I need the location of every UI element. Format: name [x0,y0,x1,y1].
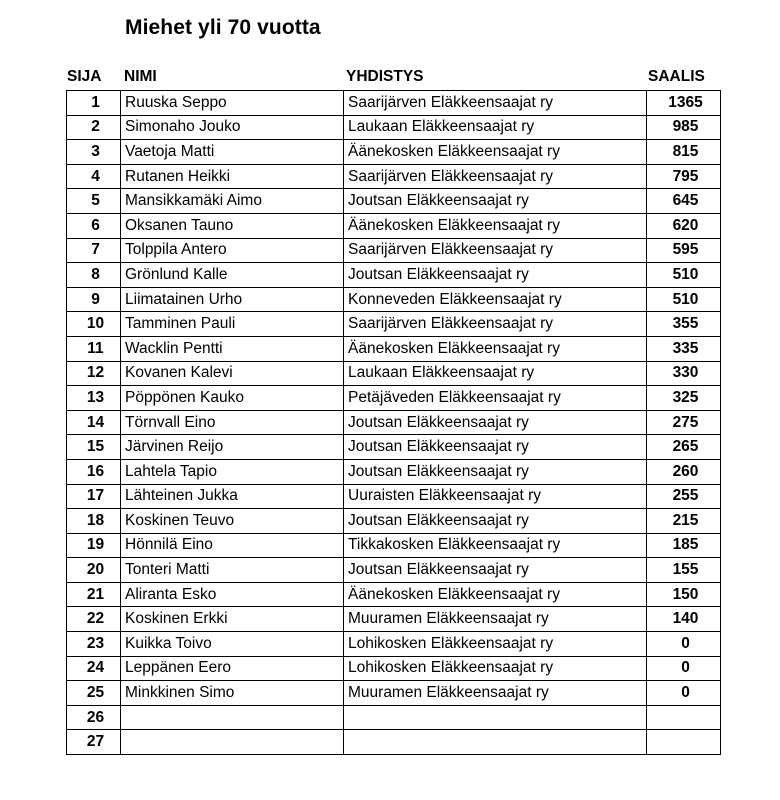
score-cell: 255 [647,484,721,509]
club-cell: Saarijärven Eläkkeensaajat ry [344,91,647,116]
name-cell: Törnvall Eino [121,410,344,435]
club-cell: Laukaan Eläkkeensaajat ry [344,361,647,386]
club-cell: Äänekosken Eläkkeensaajat ry [344,213,647,238]
page-title: Miehet yli 70 vuotta [125,16,321,39]
table-row [67,164,721,189]
header-club: YHDISTYS [346,68,424,85]
club-cell: Äänekosken Eläkkeensaajat ry [344,582,647,607]
score-cell: 510 [647,287,721,312]
header-name: NIMI [124,68,157,85]
score-cell [647,730,721,755]
score-cell: 335 [647,336,721,361]
table-row [67,287,721,312]
score-cell: 150 [647,582,721,607]
club-cell: Konneveden Eläkkeensaajat ry [344,287,647,312]
rank-cell: 2 [67,115,121,140]
name-cell: Liimatainen Urho [121,287,344,312]
score-cell: 0 [647,656,721,681]
score-cell: 620 [647,213,721,238]
table-row [67,632,721,657]
club-cell [344,730,647,755]
name-cell: Vaetoja Matti [121,140,344,165]
rank-cell: 13 [67,386,121,411]
rank-cell: 17 [67,484,121,509]
table-row [67,484,721,509]
table-row [67,410,721,435]
name-cell: Oksanen Tauno [121,213,344,238]
column-headers [0,68,780,90]
table-row [67,238,721,263]
score-cell: 185 [647,533,721,558]
name-cell: Hönnilä Eino [121,533,344,558]
club-cell: Saarijärven Eläkkeensaajat ry [344,312,647,337]
results-table [66,90,721,755]
table-row [67,189,721,214]
name-cell [121,705,344,730]
table-row [67,263,721,288]
table-row [67,435,721,460]
table-row [67,91,721,116]
score-cell: 260 [647,459,721,484]
score-cell: 275 [647,410,721,435]
name-cell: Tonteri Matti [121,558,344,583]
name-cell: Kuikka Toivo [121,632,344,657]
table-row [67,386,721,411]
rank-cell: 18 [67,509,121,534]
rank-cell: 11 [67,336,121,361]
rank-cell: 10 [67,312,121,337]
score-cell: 330 [647,361,721,386]
name-cell: Tolppila Antero [121,238,344,263]
name-cell: Aliranta Esko [121,582,344,607]
table-row [67,656,721,681]
name-cell: Leppänen Eero [121,656,344,681]
table-row [67,312,721,337]
club-cell: Muuramen Eläkkeensaajat ry [344,607,647,632]
table-row [67,533,721,558]
table-row [67,607,721,632]
club-cell: Saarijärven Eläkkeensaajat ry [344,164,647,189]
club-cell: Joutsan Eläkkeensaajat ry [344,189,647,214]
table-row [67,558,721,583]
club-cell: Äänekosken Eläkkeensaajat ry [344,140,647,165]
rank-cell: 26 [67,705,121,730]
club-cell: Joutsan Eläkkeensaajat ry [344,558,647,583]
score-cell: 325 [647,386,721,411]
club-cell: Joutsan Eläkkeensaajat ry [344,509,647,534]
score-cell: 0 [647,681,721,706]
club-cell: Muuramen Eläkkeensaajat ry [344,681,647,706]
score-cell: 985 [647,115,721,140]
name-cell: Ruuska Seppo [121,91,344,116]
rank-cell: 25 [67,681,121,706]
table-row [67,213,721,238]
score-cell: 265 [647,435,721,460]
rank-cell: 22 [67,607,121,632]
rank-cell: 19 [67,533,121,558]
club-cell: Joutsan Eläkkeensaajat ry [344,263,647,288]
score-cell: 510 [647,263,721,288]
name-cell: Minkkinen Simo [121,681,344,706]
header-score: SAALIS [648,68,705,85]
rank-cell: 9 [67,287,121,312]
header-rank: SIJA [67,68,102,85]
name-cell: Grönlund Kalle [121,263,344,288]
table-row [67,336,721,361]
score-cell: 645 [647,189,721,214]
name-cell: Lahtela Tapio [121,459,344,484]
table-row [67,140,721,165]
table-row [67,459,721,484]
score-cell: 595 [647,238,721,263]
score-cell: 215 [647,509,721,534]
name-cell: Järvinen Reijo [121,435,344,460]
score-cell: 140 [647,607,721,632]
club-cell: Joutsan Eläkkeensaajat ry [344,459,647,484]
name-cell [121,730,344,755]
table-row [67,705,721,730]
table-row [67,681,721,706]
club-cell: Petäjäveden Eläkkeensaajat ry [344,386,647,411]
club-cell: Joutsan Eläkkeensaajat ry [344,435,647,460]
table-row [67,730,721,755]
score-cell: 0 [647,632,721,657]
rank-cell: 3 [67,140,121,165]
table-row [67,582,721,607]
club-cell: Uuraisten Eläkkeensaajat ry [344,484,647,509]
score-cell: 815 [647,140,721,165]
club-cell: Joutsan Eläkkeensaajat ry [344,410,647,435]
name-cell: Mansikkamäki Aimo [121,189,344,214]
name-cell: Koskinen Erkki [121,607,344,632]
results-table-body [67,91,721,755]
name-cell: Rutanen Heikki [121,164,344,189]
name-cell: Pöppönen Kauko [121,386,344,411]
club-cell: Laukaan Eläkkeensaajat ry [344,115,647,140]
score-cell [647,705,721,730]
rank-cell: 23 [67,632,121,657]
rank-cell: 20 [67,558,121,583]
rank-cell: 14 [67,410,121,435]
rank-cell: 5 [67,189,121,214]
rank-cell: 8 [67,263,121,288]
table-row [67,361,721,386]
rank-cell: 1 [67,91,121,116]
club-cell: Lohikosken Eläkkeensaajat ry [344,632,647,657]
name-cell: Tamminen Pauli [121,312,344,337]
club-cell: Saarijärven Eläkkeensaajat ry [344,238,647,263]
rank-cell: 24 [67,656,121,681]
rank-cell: 15 [67,435,121,460]
rank-cell: 21 [67,582,121,607]
club-cell: Tikkakosken Eläkkeensaajat ry [344,533,647,558]
club-cell: Äänekosken Eläkkeensaajat ry [344,336,647,361]
rank-cell: 27 [67,730,121,755]
club-cell [344,705,647,730]
rank-cell: 12 [67,361,121,386]
name-cell: Lähteinen Jukka [121,484,344,509]
score-cell: 355 [647,312,721,337]
score-cell: 155 [647,558,721,583]
rank-cell: 7 [67,238,121,263]
score-cell: 795 [647,164,721,189]
club-cell: Lohikosken Eläkkeensaajat ry [344,656,647,681]
name-cell: Wacklin Pentti [121,336,344,361]
name-cell: Koskinen Teuvo [121,509,344,534]
table-row [67,115,721,140]
score-cell: 1365 [647,91,721,116]
rank-cell: 6 [67,213,121,238]
table-row [67,509,721,534]
name-cell: Simonaho Jouko [121,115,344,140]
rank-cell: 4 [67,164,121,189]
rank-cell: 16 [67,459,121,484]
name-cell: Kovanen Kalevi [121,361,344,386]
